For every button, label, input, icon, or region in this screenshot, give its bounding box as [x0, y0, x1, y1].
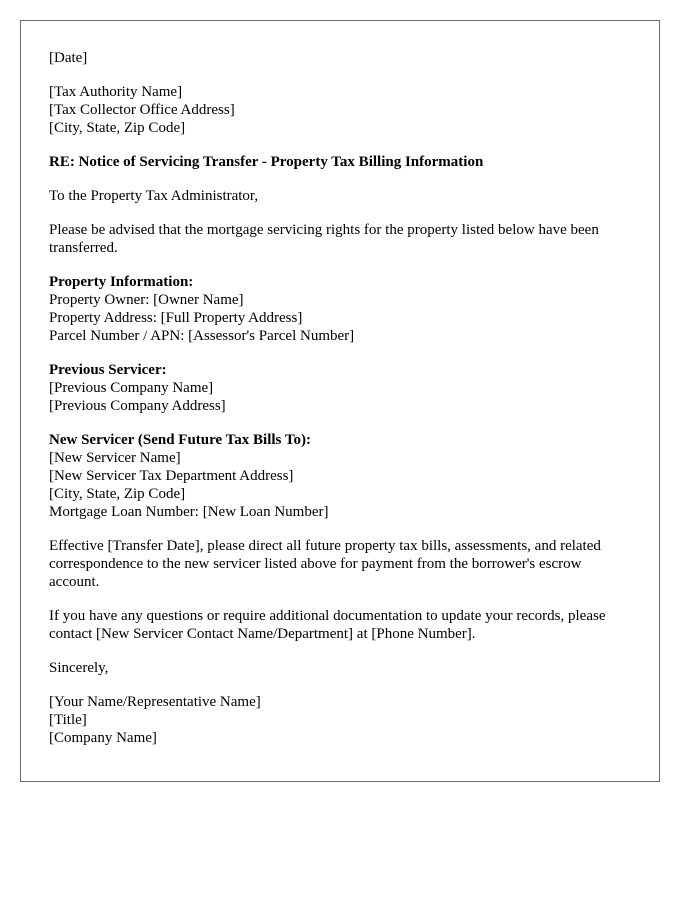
signature-title: [Title]	[49, 712, 87, 728]
property-address: Property Address: [Full Property Address]	[49, 310, 303, 326]
subject-line: RE: Notice of Servicing Transfer - Property Tax Billing Information	[49, 154, 484, 170]
recipient-address-block	[49, 83, 631, 137]
closing-block	[49, 659, 631, 677]
signature-name: [Your Name/Representative Name]	[49, 694, 261, 710]
recipient-name: [Tax Authority Name]	[49, 84, 183, 100]
letter-date	[49, 49, 631, 67]
recipient-address: [Tax Collector Office Address]	[49, 102, 235, 118]
recipient-city-state-zip: [City, State, Zip Code]	[49, 120, 186, 136]
new-servicer-city-state-zip: [City, State, Zip Code]	[49, 486, 186, 502]
property-owner: Property Owner: [Owner Name]	[49, 292, 244, 308]
intro-text: Please be advised that the mortgage servicing rights for the property listed below have been transferred.	[49, 222, 599, 256]
new-servicer-name: [New Servicer Name]	[49, 450, 181, 466]
parcel-number: Parcel Number / APN: [Assessor's Parcel Number]	[49, 328, 355, 344]
property-info-section	[49, 273, 631, 345]
effective-text: Effective [Transfer Date], please direct all future property tax bills, assessments, and related correspondence to the new servicer listed above for payment from the borrower's escrow account.	[49, 538, 601, 590]
previous-servicer-address: [Previous Company Address]	[49, 398, 226, 414]
previous-servicer-name: [Previous Company Name]	[49, 380, 214, 396]
new-servicer-heading: New Servicer (Send Future Tax Bills To):	[49, 432, 311, 448]
signature-block	[49, 693, 631, 747]
salutation: To the Property Tax Administrator,	[49, 188, 259, 204]
previous-servicer-section	[49, 361, 631, 415]
previous-servicer-heading: Previous Servicer:	[49, 362, 167, 378]
property-info-heading: Property Information:	[49, 274, 194, 290]
contact-text: If you have any questions or require additional documentation to update your records, please contact [New Servicer Contact Name/Department] at [Phone Number].	[49, 608, 606, 642]
signature-company: [Company Name]	[49, 730, 157, 746]
mortgage-loan-number: Mortgage Loan Number: [New Loan Number]	[49, 504, 329, 520]
subject-line-block	[49, 153, 631, 171]
date-text: [Date]	[49, 50, 88, 66]
effective-paragraph	[49, 537, 631, 591]
new-servicer-section	[49, 431, 631, 521]
intro-paragraph	[49, 221, 631, 257]
new-servicer-address: [New Servicer Tax Department Address]	[49, 468, 294, 484]
contact-paragraph	[49, 607, 631, 643]
letter-document	[20, 20, 660, 782]
salutation-block	[49, 187, 631, 205]
closing: Sincerely,	[49, 660, 109, 676]
